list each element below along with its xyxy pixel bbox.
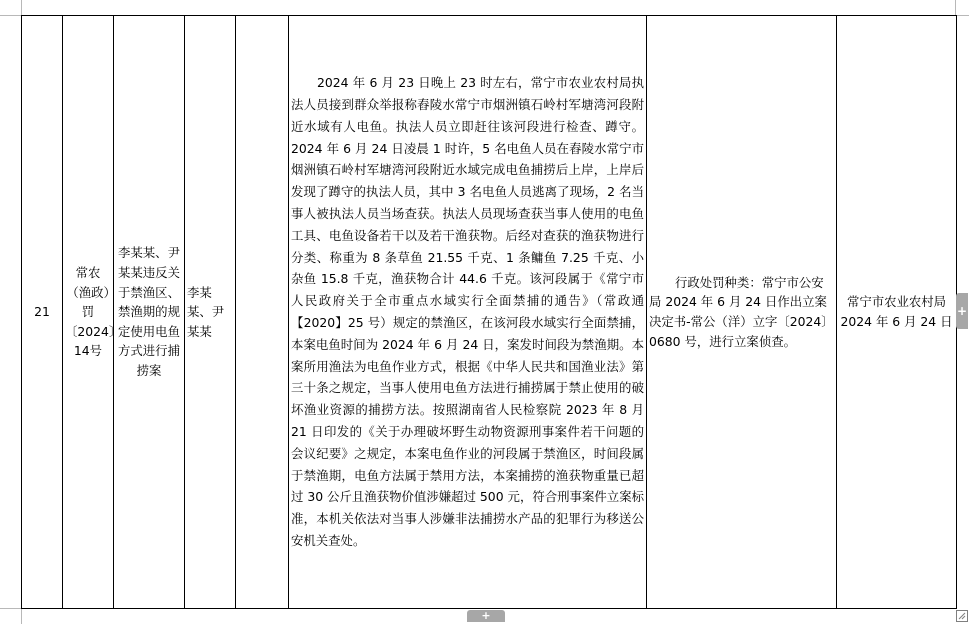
add-column-handle[interactable]: + bbox=[956, 293, 968, 329]
guide-line bbox=[21, 609, 22, 624]
penalty-table bbox=[21, 15, 957, 609]
row-number-cell[interactable]: 21 bbox=[22, 16, 63, 609]
add-row-handle[interactable]: + bbox=[467, 610, 505, 622]
guide-line bbox=[956, 15, 969, 16]
table-resize-icon[interactable] bbox=[956, 610, 968, 622]
guide-line bbox=[955, 0, 956, 15]
case-facts-text: 2024 年 6 月 23 日晚上 23 时左右，常宁市农业农村局执法人员接到群众举报称舂陵水常宁市烟洲镇石岭村军塘湾河段附近水域有人电鱼。执法人员立即赶往该河段进行检查、蹲守。2024 年 6 月 24 日凌晨 1 时许，5 名电鱼人员在舂陵水常宁市烟洲镇石岭村军塘湾河段附近水域完成电鱼捕捞后上岸，上岸后发现了蹲守的执法人员，其中 3 名电鱼人员逃离了现场，2 名当事人被执法人员当场查获。执法人员现场查获当事人使用的电鱼工具、电鱼设备若干以及若干渔获物。后经对查获的渔获物进行分类、称重为 8 条草鱼 21.55 千克、1 条鳙鱼 7.25 千克、小杂鱼 15.8 千克，渔获物合计 44.6 千克。该河段属于《常宁市人民政府关于全市重点水域实行全面禁捕的通告》（常政通【2020】25 号）规定的禁渔区，在该河段水域实行全面禁捕，本案电鱼时间为 2024 年 6 月 24 日，案发时间段为禁渔期。本案所用渔法为电鱼作业方式，根据《中华人民共和国渔业法》第三十条之规定，当事人使用电鱼方法进行捕捞属于禁止使用的破坏渔业资源的捕捞方法。按照湖南省人民检察院 2023 年 8 月 21 日印发的《关于办理破坏野生动物资源刑事案件若干问题的会议纪要》之规定，本案电鱼作业的河段属于禁渔区，时间段属于禁渔期，电鱼方法属于禁用方法，本案捕捞的渔获物重量已超过 30 公斤且渔获物价值涉嫌超过 500 元，符合刑事案件立案标准，本机关依法对当事人涉嫌非法捕捞水产品的犯罪行为移送公安机关查处。 bbox=[291, 75, 644, 548]
case-facts-cell[interactable] bbox=[289, 16, 647, 609]
guide-line bbox=[0, 15, 21, 16]
guide-line bbox=[0, 608, 21, 609]
authority-date-cell[interactable]: 常宁市农业农村局 2024 年 6 月 24 日 bbox=[837, 16, 957, 609]
penalty-type-cell[interactable] bbox=[647, 16, 837, 609]
case-name-cell[interactable]: 李某某、尹某某违反关于禁渔区、禁渔期的规定使用电鱼方式进行捕捞案 bbox=[114, 16, 185, 609]
penalty-type-text: 行政处罚种类：常宁市公安局 2024 年 6 月 24 日作出立案决定书-常公（洋）立字〔2024〕0680 号，进行立案侦查。 bbox=[649, 274, 834, 349]
table-row bbox=[22, 16, 957, 609]
empty-cell[interactable] bbox=[236, 16, 289, 609]
guide-line bbox=[21, 0, 22, 15]
case-number-cell[interactable]: 常农（渔政）罚〔2024〕14号 bbox=[63, 16, 114, 609]
party-cell[interactable]: 李某某、尹某某 bbox=[185, 16, 236, 609]
